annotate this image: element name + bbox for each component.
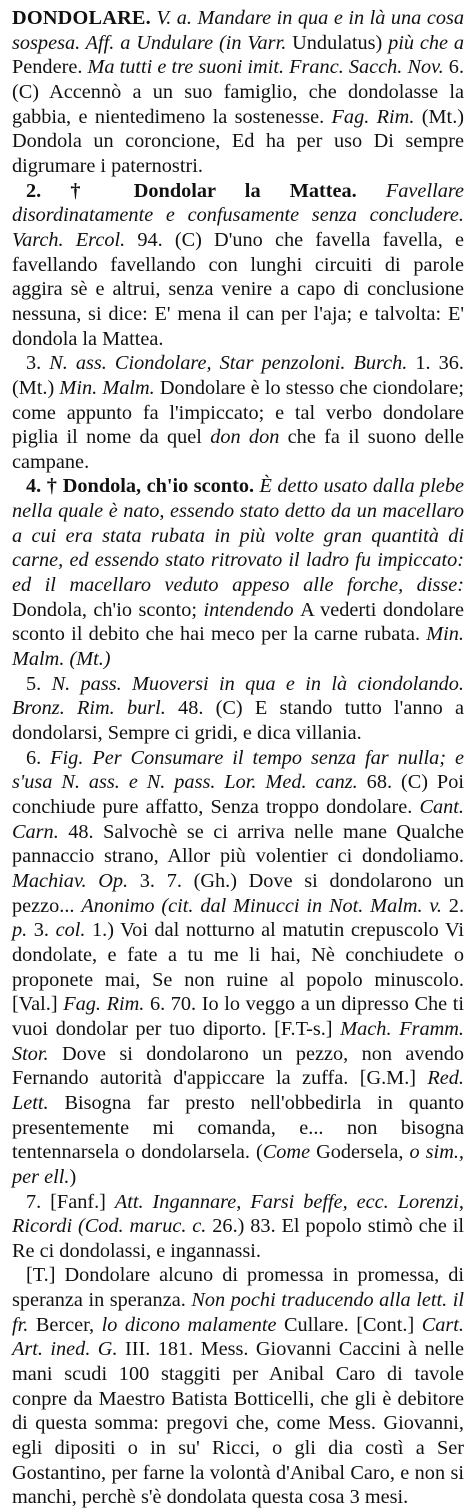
text-segment: Mach. Framm. Stor. [12,1017,464,1065]
text-segment: Dove si dondolarono un pezzo, non avendo Fernando autorità d'appiccare la zuffa. [G.M.] [12,1042,464,1090]
text-segment: Come [262,1141,317,1164]
sense-6-text [12,747,464,1188]
text-segment: Min. Malm. [59,376,160,399]
entry-definition [12,6,464,179]
sense-7 [12,1190,464,1264]
text-segment: Undulatus) [292,31,389,54]
text-segment: più che a [388,31,465,54]
text-segment: N. pass. Muoversi in qua e in là ciondolando. Bronz. Rim. burl. [12,672,464,720]
text-segment: 4. † Dondola, ch'io sconto. [26,475,260,498]
text-segment: È detto usato dalla plebe nella quale è nato, essendo stato detto da un macellaro a cui era stata rubata in più volte gran quantità di carne, ed essendo stato ritrovato il ladro fu impiccato: ed il macellaro veduto appeso alle forche, disse: [12,475,464,597]
text-segment: 3. [26,352,50,375]
sense-7-text [12,1191,464,1262]
text-segment: p. [12,919,34,942]
text-segment: N. ass. Ciondolare, Star penzoloni. Burch. [49,352,416,375]
text-segment: Anonimo (cit. dal Minucci in Not. Malm. v. [81,894,449,917]
text-segment: Machiav. Op. [12,869,140,892]
text-segment: 6. (C) Accennò a un suo famiglio, che dondolasse la gabbia, e nientedimeno la sostenesse. [12,56,465,128]
text-segment: 26.) 83. El popolo stimò che il Re ci dondolassi, e ingannassi. [12,1215,464,1262]
text-segment: Red. Lett. [12,1067,464,1114]
sense-t-note [12,1263,464,1510]
text-segment: [T.] [26,1264,65,1287]
text-segment: III. 181. Mess. Giovanni Caccini à nelle mani scudi 100 staggiti per Anibal Caro di tavole conpre da Maestro Batista Botticelli, che gli è debitore di questa somma: pregovi che, come Mess. Giovanni, egli dipositi o in su' Ricci, o gli dia costì a Ser Gostantino, per farne la volontà d'Anibal Caro, e non si manchi, perchè s'è dondolata questa cosa 3 mesi. [12,1338,465,1509]
text-segment: 3. [33,919,56,942]
sense-3 [12,351,464,474]
text-segment: Ma tutti e tre suoni imit. Franc. Sacch. Nov. [87,56,449,79]
text-segment: V. a. Mandare in qua e in là una cosa sospesa. Aff. a Undulare (in Varr. [12,7,464,54]
sense-t-note-text [12,1264,464,1508]
text-segment: 48. Salvochè se ci arriva nelle mane Qualche pannaccio strano, Allor più volentier ci dondoliamo. [12,820,464,868]
text-segment: Cant. Carn. [12,796,464,843]
sense-4 [12,474,464,671]
text-segment: 48. (C) E stando tutto l'anno a dondolarsi, Sempre ci gridi, e dica villania. [12,697,464,745]
text-segment: lo dicono malamente [101,1313,284,1336]
text-segment: Bisogna far presto nell'obbedirla in quanto presentemente mi comanda, e... non bisogna tentennarsela o dondolarsela. ( [12,1091,464,1164]
headword: DONDOLARE. [12,7,151,29]
text-segment: Cullare. [Cont.] [283,1313,422,1336]
text-segment: che fa il suono delle campane. [12,426,464,473]
text-segment: 94. (C) D'uno che favella favella, e favellando favellando con lunghi circuiti di parole aggira sè e altrui, senza venire a capo di conclusione nessuna, si dice: E' mena il can per l'aja; e talvolta: E' dondola la Mattea. [12,228,464,350]
sense-2-text [12,180,464,350]
text-segment: 7. [Fanf.] [26,1190,115,1213]
definition-text [12,7,464,177]
sense-5 [12,672,464,746]
text-segment: Fag. Rim. [63,993,150,1016]
text-segment: (Mt.) Dondola un coroncione, Ed ha per uso Di sempre digrumare i paternostri. [12,105,465,177]
text-segment: 2. † Dondolar la Mattea. [26,179,386,202]
text-segment: Dondolare alcuno di promessa in promessa, di speranza in speranza. [12,1264,464,1312]
dictionary-entry-dondolare [12,6,464,1510]
text-segment: Dondola, ch'io sconto; [12,598,204,621]
text-segment: 68. (C) Poi conchiude pure affatto, Senza troppo dondolare. [12,771,464,818]
text-segment: Pendere. [12,56,88,79]
text-segment: 5. [26,672,52,695]
text-segment: Non pochi traducendo alla lett. il fr. [12,1289,464,1336]
text-segment: 1. 36. (Mt.) [12,352,465,399]
text-segment: Godersela, [316,1141,410,1164]
text-segment: 2. [448,894,465,917]
sense-3-text [12,352,464,473]
text-segment: 6. 70. Io lo veggo a un dipresso Che ti vuoi dondolar per tuo diporto. [F.T-s.] [12,993,465,1040]
sense-5-text [12,673,464,744]
text-segment: 1.) Voi dal notturno al matutin crepuscolo Vi dondolate, e fate a tu me li hai, Nè conchiudete o proponete mai, Se non ruine al popolo minuscolo. [Val.] [12,919,465,1016]
text-segment: 6. [26,746,51,769]
sense-4-text [12,475,464,670]
text-segment: Min. Malm. (Mt.) [12,623,464,671]
text-segment: Fig. Per Consumare il tempo senza far nulla; e s'usa N. ass. e N. pass. Lor. Med. canz. [12,746,464,794]
text-segment: Bercer, [35,1313,102,1336]
text-segment: Dondolare è lo stesso che ciondolare; come appunto fa l'impiccato; e tal verbo dondolare piglia il nome da quel [12,376,464,449]
sense-2 [12,179,464,352]
text-segment: col. [55,919,92,942]
text-segment: Att. Ingannare, Farsi beffe, ecc. Lorenzi, Ricordi (Cod. maruc. c. [12,1190,464,1238]
text-segment: intendendo [203,598,301,621]
text-segment: A vederti dondolare sconto il debito che hai meco per la carne rubata. [12,598,464,646]
text-segment: Favellare disordinatamente e confusamente senza concludere. Varch. Ercol. [12,179,464,251]
text-segment: Cart. Art. ined. G. [12,1313,464,1361]
text-segment: don don [210,426,288,449]
text-segment: Fag. Rim. [331,105,422,128]
text-segment: o sim., per ell. [12,1141,464,1188]
text-segment: ) [69,1165,77,1188]
sense-6 [12,746,464,1190]
text-segment: 3. 7. (Gh.) Dove si dondolarono un pezzo... [12,869,464,917]
